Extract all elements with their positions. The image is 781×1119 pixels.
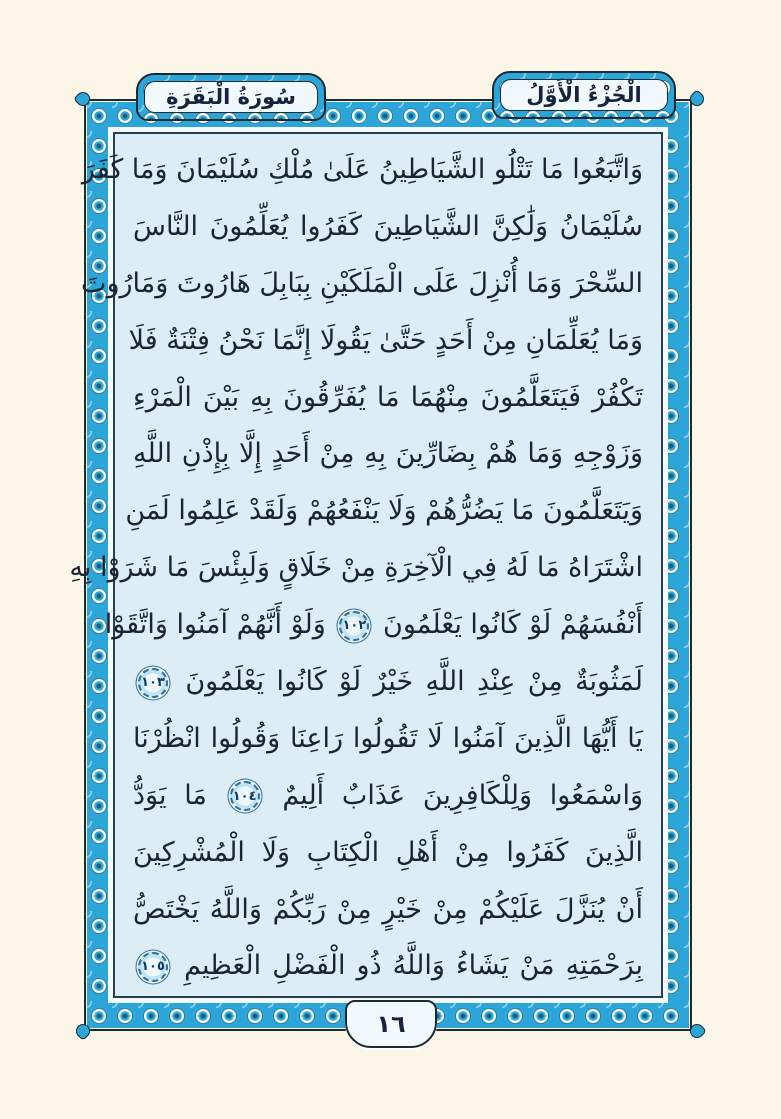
page-number: ١٦ [376,1010,406,1038]
quran-text-segment: لَمَثُوبَةٌ مِنْ عِنْدِ اللَّهِ خَيْرٌ لَوْ كَانُوا يَعْلَمُونَ [173,666,643,698]
quran-text-panel [69,132,663,998]
quran-line [133,938,643,995]
quran-line [125,483,643,540]
quran-line [133,654,643,711]
quran-line [69,540,643,597]
quran-lines [69,142,644,988]
page-number-cartouche [345,1000,437,1048]
quran-text-segment: أَنْ يُنَزَّلَ عَلَيْكُمْ مِنْ خَيْرٍ مِنْ رَبِّكُمْ وَاللَّهُ يَخْتَصُّ [133,893,643,925]
quran-line [133,768,643,825]
quran-text-segment: وَيَتَعَلَّمُونَ مَا يَضُرُّهُمْ وَلَا يَنْفَعُهُمْ وَلَقَدْ عَلِمُوا لَمَنِ [125,495,643,527]
quran-text-segment: بِرَحْمَتِهِ مَنْ يَشَاءُ وَاللَّهُ ذُو الْفَضْلِ الْعَظِيمِ [173,950,643,982]
quran-line [81,142,643,199]
quran-line [133,825,643,882]
quran-text-segment: الَّذِينَ كَفَرُوا مِنْ أَهْلِ الْكِتَابِ وَلَا الْمُشْرِكِينَ [133,836,643,868]
ayah-number-marker: ١٠٥ [138,952,168,982]
quran-text-segment: السِّحْرَ وَمَا أُنْزِلَ عَلَى الْمَلَكَيْنِ بِبَابِلَ هَارُوتَ وَمَارُوتَ [81,267,643,299]
quran-text-segment: سُلَيْمَانُ وَلَٰكِنَّ الشَّيَاطِينَ كَفَرُوا يُعَلِّمُونَ النَّاسَ [133,210,643,242]
quran-line [133,199,643,256]
decorative-border-frame [69,99,692,1031]
surah-name-label: سُورَةُ الْبَقَرَةِ [144,81,318,113]
quran-text-segment: أَنْفُسَهُمْ لَوْ كَانُوا يَعْلَمُونَ [374,609,643,641]
ayah-number-marker: ١٠٤ [230,781,260,811]
quran-text-segment: وَزَوْجِهِ وَمَا هُمْ بِضَارِّينَ بِهِ مِنْ أَحَدٍ إِلَّا بِإِذْنِ اللَّهِ [133,438,643,470]
quran-line [133,882,643,939]
quran-text-segment: مَا يَوَدُّ [133,779,225,811]
quran-text-segment: وَمَا يُعَلِّمَانِ مِنْ أَحَدٍ حَتَّىٰ يَقُولَا إِنَّمَا نَحْنُ فِتْنَةٌ فَلَا [128,324,643,356]
juz-cartouche [492,71,676,119]
quran-line [81,256,643,313]
quran-text-segment: يَا أَيُّهَا الَّذِينَ آمَنُوا لَا تَقُولُوا رَاعِنَا وَقُولُوا انْظُرْنَا [133,722,643,754]
ayah-number-marker: ١٠٣ [138,668,168,698]
quran-line [104,597,643,654]
juz-label: الْجُزْءُ الْأَوَّلُ [500,79,668,111]
quran-text-segment: تَكْفُرْ فَيَتَعَلَّمُونَ مِنْهُمَا مَا يُفَرِّقُونَ بِهِ بَيْنَ الْمَرْءِ [133,381,643,413]
quran-text-segment: وَاتَّبَعُوا مَا تَتْلُو الشَّيَاطِينُ عَلَىٰ مُلْكِ سُلَيْمَانَ وَمَا كَفَرَ [81,154,643,185]
surah-name-cartouche [136,73,326,121]
quran-line [133,370,643,427]
quran-line [128,313,643,370]
quran-line [133,426,643,483]
quran-text-segment: وَاسْمَعُوا وَلِلْكَافِرِينَ عَذَابٌ أَلِيمٌ [264,779,644,811]
quran-text-segment: اشْتَرَاهُ مَا لَهُ فِي الْآخِرَةِ مِنْ خَلَاقٍ وَلَبِئْسَ مَا شَرَوْا بِهِ [69,552,643,584]
quran-text-segment: وَلَوْ أَنَّهُمْ آمَنُوا وَاتَّقَوْا [104,609,335,641]
ayah-number-marker: ١٠٢ [339,611,369,641]
quran-line [133,711,643,768]
